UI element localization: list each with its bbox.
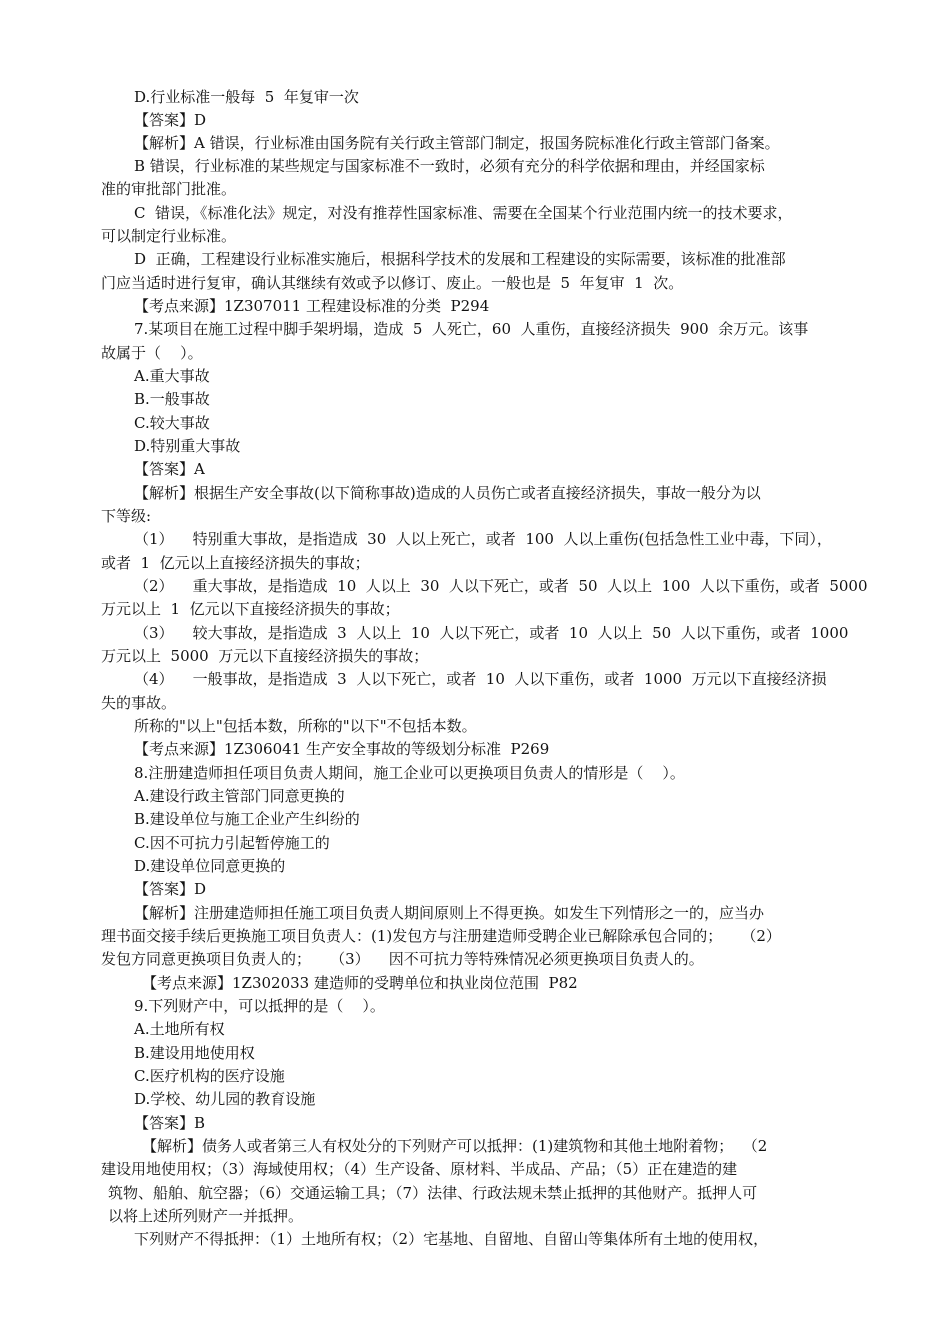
option-b: B.建设用地使用权 xyxy=(134,1044,255,1062)
text-line: 准的审批部门批准。 xyxy=(101,180,237,198)
text-line: 【解析】根据生产安全事故(以下简称事故)造成的人员伤亡或者直接经济损失，事故一般分为以 xyxy=(134,484,761,502)
text-line: D 正确，工程建设行业标准实施后，根据科学技术的发展和工程建设的实际需要，该标准的批准部 xyxy=(134,250,786,268)
option-b: B.建设单位与施工企业产生纠纷的 xyxy=(134,810,360,828)
text-line: D.行业标准一般每 5 年复审一次 xyxy=(134,88,359,106)
answer-label: 【答案】D xyxy=(134,880,207,898)
option-a: A.建设行政主管部门同意更换的 xyxy=(134,787,345,805)
option-a: A.重大事故 xyxy=(134,367,210,385)
text-line: 失的事故。 xyxy=(101,694,177,712)
text-line: 【解析】债务人或者第三人有权处分的下列财产可以抵押：(1)建筑物和其他土地附着物； （2 xyxy=(142,1137,768,1155)
text-line: （3） 较大事故，是指造成 3 人以上 10 人以下死亡，或者 10 人以上 50 人以下重伤，或者 1000 xyxy=(134,624,849,642)
answer-label: 【答案】B xyxy=(134,1114,206,1132)
text-line: （2） 重大事故，是指造成 10 人以上 30 人以下死亡，或者 50 人以上 100 人以下重伤，或者 5000 xyxy=(134,577,868,595)
option-d: D.特别重大事故 xyxy=(134,437,241,455)
text-line: （1） 特别重大事故，是指造成 30 人以上死亡，或者 100 人以上重伤(包括急性工业中毒，下同）， xyxy=(134,530,832,548)
source-reference: 【考点来源】1Z306041 生产安全事故的等级划分标准 P269 xyxy=(134,740,550,758)
text-line: 所称的"以上"包括本数，所称的"以下"不包括本数。 xyxy=(134,717,477,735)
option-d: D.学校、幼儿园的教育设施 xyxy=(134,1090,316,1108)
question-text: 8.注册建造师担任项目负责人期间，施工企业可以更换项目负责人的情形是（ ）。 xyxy=(134,764,685,782)
text-line: （4） 一般事故，是指造成 3 人以下死亡，或者 10 人以下重伤，或者 1000 万元以下直接经济损 xyxy=(134,670,827,688)
text-line: 发包方同意更换项目负责人的； （3） 因不可抗力等特殊情况必须更换项目负责人的。 xyxy=(101,950,704,968)
question-text: 7.某项目在施工过程中脚手架坍塌，造成 5 人死亡，60 人重伤，直接经济损失 900 余万元。该事 xyxy=(134,320,809,338)
text-line: 万元以上 5000 万元以下直接经济损失的事故； xyxy=(101,647,429,665)
text-line: 门应当适时进行复审，确认其继续有效或予以修订、废止。一般也是 5 年复审 1 次。 xyxy=(101,274,684,292)
text-line: 以将上述所列财产一并抵押。 xyxy=(108,1207,304,1225)
text-line: C 错误，《标准化法》规定，对没有推荐性国家标准、需要在全国某个行业范围内统一的技术要求， xyxy=(134,204,793,222)
answer-label: 【答案】A xyxy=(134,460,205,478)
question-text: 故属于（ ）。 xyxy=(101,344,203,362)
text-line: 下等级: xyxy=(101,507,152,525)
text-line: 筑物、船舶、航空器；（6）交通运输工具；（7）法律、行政法规未禁止抵押的其他财产。抵押人可 xyxy=(108,1184,758,1202)
option-a: A.土地所有权 xyxy=(134,1020,225,1038)
option-c: C.医疗机构的医疗设施 xyxy=(134,1067,285,1085)
text-line: 万元以上 1 亿元以下直接经济损失的事故； xyxy=(101,600,400,618)
text-line: 理书面交接手续后更换施工项目负责人：(1)发包方与注册建造师受聘企业已解除承包合同的； （2） xyxy=(101,927,781,945)
text-line: 或者 1 亿元以上直接经济损失的事故； xyxy=(101,554,370,572)
option-c: C.较大事故 xyxy=(134,414,210,432)
text-line: 【答案】D xyxy=(134,111,207,129)
text-line: 下列财产不得抵押：（1）土地所有权；（2）宅基地、自留地、自留山等集体所有土地的使用权， xyxy=(134,1230,769,1248)
source-reference: 【考点来源】1Z307011 工程建设标准的分类 P294 xyxy=(134,297,490,315)
option-b: B.一般事故 xyxy=(134,390,210,408)
text-line: 【解析】A 错误，行业标准由国务院有关行政主管部门制定，报国务院标准化行政主管部门备案。 xyxy=(134,134,780,152)
option-d: D.建设单位同意更换的 xyxy=(134,857,286,875)
source-reference: 【考点来源】1Z302033 建造师的受聘单位和执业岗位范围 P82 xyxy=(142,974,578,992)
question-text: 9.下列财产中，可以抵押的是（ ）。 xyxy=(134,997,385,1015)
text-line: 可以制定行业标准。 xyxy=(101,227,237,245)
text-line: 【解析】注册建造师担任施工项目负责人期间原则上不得更换。如发生下列情形之一的，应当办 xyxy=(134,904,765,922)
option-c: C.因不可抗力引起暂停施工的 xyxy=(134,834,330,852)
text-line: B 错误，行业标准的某些规定与国家标准不一致时，必须有充分的科学依据和理由，并经国家标 xyxy=(134,157,765,175)
text-line: 建设用地使用权；（3）海域使用权；（4）生产设备、原材料、半成品、产品；（5）正在建造的建 xyxy=(101,1160,738,1178)
